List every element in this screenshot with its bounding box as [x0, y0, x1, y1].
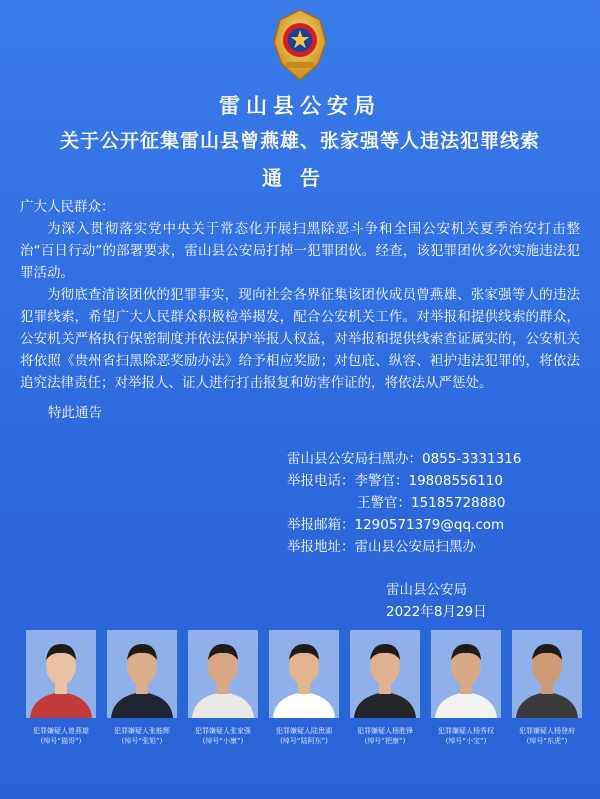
suspect-name: 犯罪嫌疑人陆贵湖 [276, 727, 332, 735]
suspect-nickname: (绰号“张旭”) [121, 737, 163, 745]
report-email: 举报邮箱：1290571379@qq.com [287, 517, 505, 533]
police-emblem-icon [268, 8, 332, 84]
suspect-photo [512, 630, 582, 718]
report-phone-2: 王警官：15185728880 [357, 495, 506, 511]
closing-line: 特此通告 [48, 405, 102, 421]
suspect-photo [269, 630, 339, 718]
suspect-caption [178, 726, 268, 746]
suspect-photo [431, 630, 501, 718]
suspect-name: 犯罪嫌疑人曾燕雄 [33, 727, 89, 735]
suspect-caption [97, 726, 187, 746]
issue-date: 2022年8月29日 [386, 604, 487, 620]
suspect-name: 犯罪嫌疑人杨登府 [519, 727, 575, 735]
suspect-caption [16, 726, 106, 746]
suspect-photo [188, 630, 258, 718]
suspect-nickname: (绰号“东虎”) [526, 737, 568, 745]
suspect-nickname: (绰号“小康”) [202, 737, 244, 745]
office-contact: 雷山县公安局扫黑办：0855-3331316 [287, 451, 522, 467]
suspect-name: 犯罪嫌疑人张能辉 [114, 727, 170, 735]
suspect-nickname: (绰号“小宝”) [445, 737, 487, 745]
paragraph-1: 为深入贯彻落实党中央关于常态化开展扫黑除恶斗争和全国公安机关夏季治安打击整治“百日行动”的部署要求，雷山县公安局打掉一犯罪团伙。经查，该犯罪团伙多次实施违法犯罪活动。 [20, 221, 580, 281]
suspect-nickname: (绰号“陆阿东”) [280, 737, 328, 745]
notice-subject: 关于公开征集雷山县曾燕雄、张家强等人违法犯罪线索 [59, 130, 540, 152]
suspect-name: 犯罪嫌疑人杨胜锋 [357, 727, 413, 735]
suspect-gallery [26, 630, 586, 750]
suspect-name: 犯罪嫌疑人杨秀权 [438, 727, 494, 735]
agency-title: 雷山县公安局 [219, 94, 381, 118]
suspect-photo [26, 630, 96, 718]
suspect-caption [502, 726, 592, 746]
suspect-photo [107, 630, 177, 718]
report-phone-1: 举报电话：李警官：19808556110 [287, 473, 503, 489]
suspect-caption [421, 726, 511, 746]
issuer-signature: 雷山县公安局 [386, 582, 467, 598]
suspect-caption [259, 726, 349, 746]
suspect-caption [340, 726, 430, 746]
report-address: 举报地址：雷山县公安局扫黑办 [287, 539, 476, 555]
paragraph-2: 为彻底查清该团伙的犯罪事实，现向社会各界征集该团伙成员曾燕雄、张家强等人的违法犯罪线索，希望广大人民群众积极检举揭发，配合公安机关工作。对举报和提供线索的群众，公安机关严格执行保密制度并依法保护举报人权益，对举报和提供线索查证属实的，公安机关将依照《贵州省扫黑除恶奖励办法》给予相应奖励；对包庇、纵容、袒护违法犯罪的，将依法追究法律责任；对举报人、证人进行打击报复和妨害作证的，将依法从严惩处。 [20, 287, 580, 391]
greeting: 广大人民群众： [20, 199, 115, 215]
suspect-nickname: (绰号“猫哥”) [40, 737, 82, 745]
notice-type: 通告 [262, 166, 338, 190]
suspect-photo [350, 630, 420, 718]
suspect-name: 犯罪嫌疑人张家强 [195, 727, 251, 735]
suspect-nickname: (绰号“把康”) [364, 737, 406, 745]
